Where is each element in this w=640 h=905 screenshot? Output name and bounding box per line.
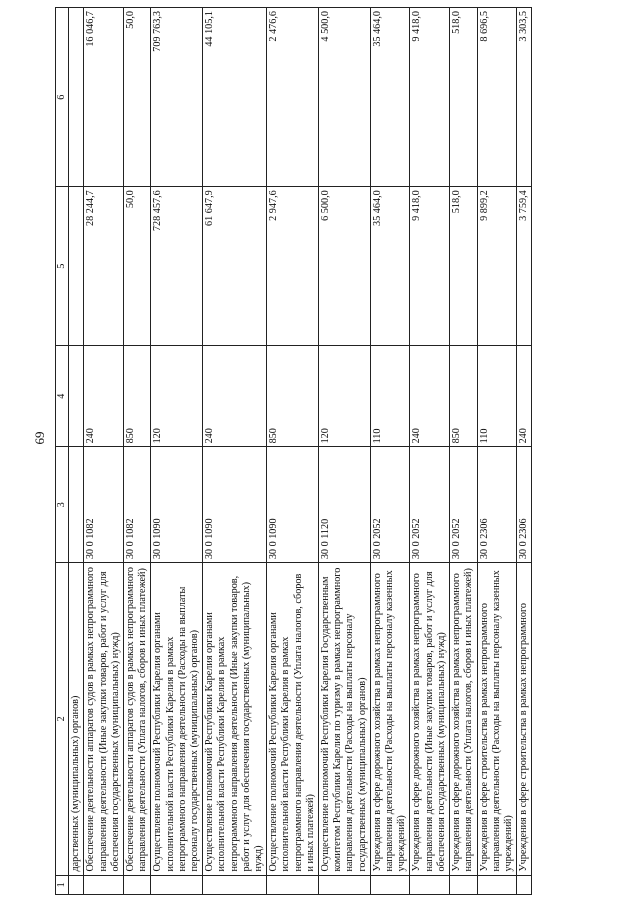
- row-value-6: 16 046,7: [84, 8, 124, 187]
- row-code: 30 0 2052: [410, 447, 450, 563]
- col-header-3: 3: [56, 447, 69, 563]
- row-col-1: [203, 875, 267, 894]
- row-code: 30 0 1090: [151, 447, 203, 563]
- table-row: [69, 8, 84, 895]
- row-value-6: 8 696,5: [477, 8, 517, 187]
- row-expense-type: 110: [370, 346, 410, 447]
- row-value-6: 50,0: [124, 8, 151, 187]
- row-code: 30 0 2306: [477, 447, 517, 563]
- table-row: [517, 8, 532, 895]
- row-value-5: 2 947,6: [267, 187, 319, 346]
- row-name: Осуществление полномочий Республики Карелия Государственным комитетом Республики Карелия по туризму в рамках непрограммного направления деятельности (Расходы на выплаты персоналу государственных (муниципальных) органов): [319, 563, 371, 875]
- row-value-5: 50,0: [124, 187, 151, 346]
- row-name: Учреждения в сфере строительства в рамках непрограммного: [517, 563, 532, 875]
- table-row: [319, 8, 371, 895]
- row-code: 30 0 1090: [203, 447, 267, 563]
- row-code: 30 0 1082: [84, 447, 124, 563]
- row-name: Учреждения в сфере дорожного хозяйства в рамках непрограммного направления деятельности (Расходы на выплаты персоналу казенных учреждений): [370, 563, 410, 875]
- row-code: 30 0 1090: [267, 447, 319, 563]
- page-number: 69: [32, 431, 47, 445]
- row-value-6: 35 464,0: [370, 8, 410, 187]
- header-row: [56, 8, 69, 895]
- row-value-5: 9 899,2: [477, 187, 517, 346]
- rotated-page: [55, 5, 615, 895]
- row-name: дарственных (муниципальных) органов): [69, 563, 84, 875]
- table-row: [450, 8, 477, 895]
- col-header-4: 4: [56, 346, 69, 447]
- row-value-6: 2 476,6: [267, 8, 319, 187]
- row-expense-type: 240: [84, 346, 124, 447]
- row-col-1: [477, 875, 517, 894]
- table-row: [124, 8, 151, 895]
- table-row: [477, 8, 517, 895]
- row-name: Обеспечение деятельности аппаратов судов в рамках непрограммного направления деятельности (Уплата налогов, сборов и иных платежей): [124, 563, 151, 875]
- row-name: Осуществление полномочий Республики Карелия органами исполнительной власти Республики Карелия в рамках непрограммного направления деятельности (Расходы на выплаты персоналу государственных (муниципальных) органов): [151, 563, 203, 875]
- row-col-1: [124, 875, 151, 894]
- row-value-6: 709 763,3: [151, 8, 203, 187]
- row-col-1: [410, 875, 450, 894]
- table-row: [84, 8, 124, 895]
- budget-table: [55, 7, 532, 895]
- row-col-1: [370, 875, 410, 894]
- row-value-5: 728 457,6: [151, 187, 203, 346]
- row-value-5: 9 418,0: [410, 187, 450, 346]
- col-header-2: 2: [56, 563, 69, 875]
- row-code: 30 0 1120: [319, 447, 371, 563]
- table-row: [410, 8, 450, 895]
- row-code: 30 0 2306: [517, 447, 532, 563]
- row-code: 30 0 2052: [450, 447, 477, 563]
- row-col-1: [151, 875, 203, 894]
- row-col-1: [319, 875, 371, 894]
- row-expense-type: 110: [477, 346, 517, 447]
- row-col-1: [517, 875, 532, 894]
- row-value-5: [69, 187, 84, 346]
- row-expense-type: [69, 346, 84, 447]
- row-value-5: 28 244,7: [84, 187, 124, 346]
- table-body: [69, 8, 532, 895]
- row-value-5: 6 500,0: [319, 187, 371, 346]
- row-value-6: 518,0: [450, 8, 477, 187]
- row-expense-type: 850: [267, 346, 319, 447]
- row-value-6: 9 418,0: [410, 8, 450, 187]
- table-row: [267, 8, 319, 895]
- row-col-1: [69, 875, 84, 894]
- row-value-5: 61 647,9: [203, 187, 267, 346]
- row-code: 30 0 2052: [370, 447, 410, 563]
- col-header-6: 6: [56, 8, 69, 187]
- row-expense-type: 240: [517, 346, 532, 447]
- table-row: [370, 8, 410, 895]
- row-col-1: [450, 875, 477, 894]
- row-expense-type: 850: [124, 346, 151, 447]
- table-row: [151, 8, 203, 895]
- row-expense-type: 120: [319, 346, 371, 447]
- row-name: Учреждения в сфере строительства в рамках непрограммного направления деятельности (Расходы на выплаты персоналу казенных учреждений): [477, 563, 517, 875]
- row-expense-type: 850: [450, 346, 477, 447]
- row-code: [69, 447, 84, 563]
- col-header-1: 1: [56, 875, 69, 894]
- table-row: [203, 8, 267, 895]
- row-value-6: 4 500,0: [319, 8, 371, 187]
- row-value-6: [69, 8, 84, 187]
- row-value-6: 3 303,5: [517, 8, 532, 187]
- row-name: Учреждения в сфере дорожного хозяйства в рамках непрограммного направления деятельности (Иные закупки товаров, работ и услуг для обеспечения государственных (муниципальных) нужд): [410, 563, 450, 875]
- row-value-6: 44 105,1: [203, 8, 267, 187]
- row-expense-type: 120: [151, 346, 203, 447]
- row-expense-type: 240: [410, 346, 450, 447]
- row-expense-type: 240: [203, 346, 267, 447]
- row-col-1: [267, 875, 319, 894]
- row-name: Осуществление полномочий Республики Карелия органами исполнительной власти Республики Карелия в рамках непрограммного направления деятельности (Иные закупки товаров, работ и услуг для обеспечения государственных (муниципальных) нужд): [203, 563, 267, 875]
- row-value-5: 35 464,0: [370, 187, 410, 346]
- row-name: Учреждения в сфере дорожного хозяйства в рамках непрограммного направления деятельности (Уплата налогов, сборов и иных платежей): [450, 563, 477, 875]
- row-col-1: [84, 875, 124, 894]
- col-header-5: 5: [56, 187, 69, 346]
- row-value-5: 518,0: [450, 187, 477, 346]
- row-value-5: 3 759,4: [517, 187, 532, 346]
- row-name: Осуществление полномочий Республики Карелия органами исполнительной власти Республики Карелия в рамках непрограммного направления деятельности (Уплата налогов, сборов и иных платежей): [267, 563, 319, 875]
- row-code: 30 0 1082: [124, 447, 151, 563]
- row-name: Обеспечение деятельности аппаратов судов в рамках непрограммного направления деятельности (Иные закупки товаров, работ и услуг для обеспечения государственных (муниципальных) нужд): [84, 563, 124, 875]
